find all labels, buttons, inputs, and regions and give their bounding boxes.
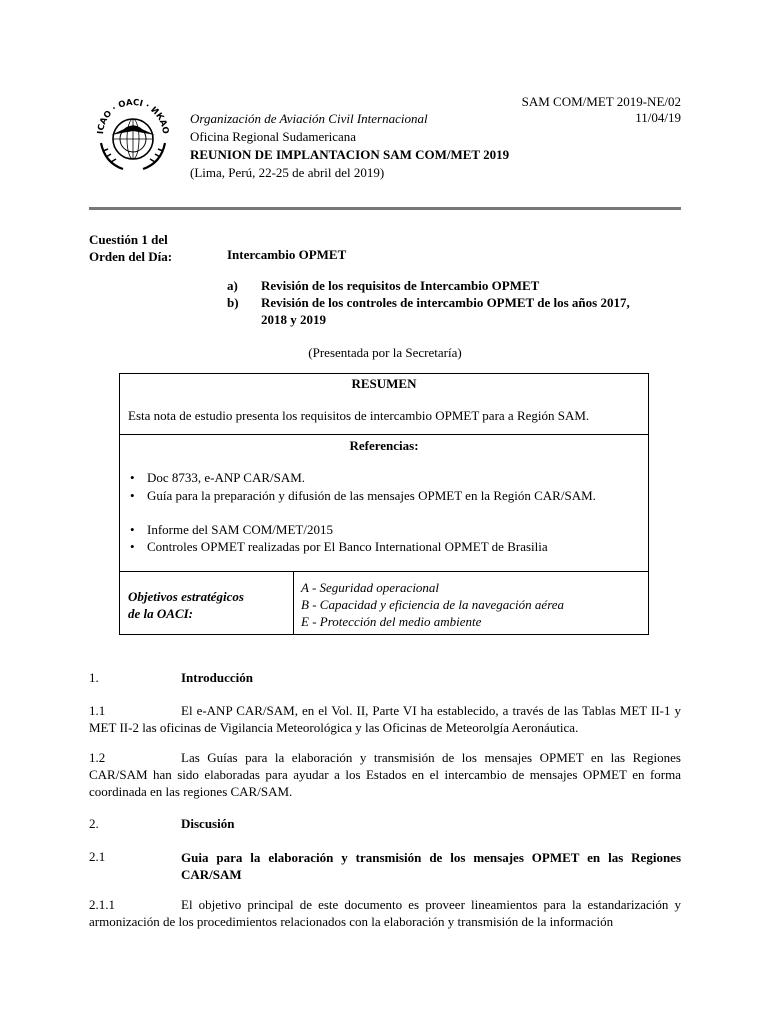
organization-block [190,110,509,182]
org-name: Organización de Aviación Civil Internacional [190,111,428,126]
section-number: 1. [89,670,99,685]
paragraph-2-1-1 [89,896,681,930]
reference-text: Informe del SAM COM/MET/2015 [147,522,333,537]
reference-item [130,538,640,555]
paragraph-number: 2.1.1 [89,897,115,912]
agenda-item-letter: a) [227,278,238,293]
agenda-topic: Intercambio OPMET [227,247,347,262]
box-divider [120,571,648,572]
agenda-item-text: Revisión de los requisitos de Intercambio OPMET [261,278,540,293]
doc-date: 11/04/19 [635,110,681,125]
bullet-icon: • [130,488,135,503]
objectives-label [128,588,244,622]
doc-ref: SAM COM/MET 2019-NE/02 [521,94,681,109]
reference-text: Controles OPMET realizadas por El Banco International OPMET de Brasilia [147,539,548,554]
paragraph-text: Las Guías para la elaboración y transmisión de los mensajes OPMET en las Regiones CAR/SAM han sido elaboradas para ayudar a los Estados en el intercambio de mensajes OPMET en forma coordinada en las regiones CAR/SAM. [89,750,681,799]
paragraph-text: El objetivo principal de este documento es proveer lineamientos para la estandarización y armonización de los procedimientos relacionados con la elaboración y transmisión de la información [89,897,681,929]
document-reference [522,94,681,126]
paragraph-number: 1.2 [89,750,106,765]
icao-emblem-icon [93,95,173,177]
meeting-title: REUNION DE IMPLANTACION SAM COM/MET 2019 [190,147,510,162]
reference-text: Doc 8733, e-ANP CAR/SAM. [147,470,306,485]
objectives-list [301,579,564,630]
meeting-location: (Lima, Perú, 22-25 de abril del 2019) [190,165,385,180]
box-divider [120,434,648,435]
references-title: Referencias: [349,438,419,453]
objective-item: B - Capacidad y eficiencia de la navegación aérea [301,597,565,612]
bullet-icon: • [130,470,135,485]
summary-box [119,373,649,635]
presented-by: (Presentada por la Secretaría) [308,345,462,360]
agenda-item-a [227,277,539,294]
header-divider [89,207,681,210]
reference-item [130,469,640,486]
agenda-item-text: Revisión de los controles de intercambio OPMET de los años 2017, [261,295,630,310]
agenda-label-line2: Orden del Día: [89,249,173,264]
regional-office: Oficina Regional Sudamericana [190,129,357,144]
section-number: 2. [89,816,99,831]
paragraph-1-2 [89,749,681,800]
objectives-label-line1: Objetivos estratégicos [128,589,244,604]
section-number: 2.1 [89,849,106,864]
objectives-label-line2: de la OACI: [128,606,193,621]
section-title: Introducción [181,670,253,685]
reference-item [130,521,640,538]
paragraph-text: El e-ANP CAR/SAM, en el Vol. II, Parte VI ha establecido, a través de las Tablas MET II-1 y MET II-2 las oficinas de Vigilancia Meteorológica y las Oficinas de Meteorolgía Aeronáutica. [89,703,681,735]
section-title: Discusión [181,816,235,831]
agenda-item-b-cont: 2018 y 2019 [261,312,326,327]
summary-title: RESUMEN [351,376,417,391]
logo-text: ICAO · OACI · ИКАО [95,97,171,135]
summary-text: Esta nota de estudio presenta los requisitos de intercambio OPMET para a Región SAM. [128,408,590,423]
reference-text: Guía para la preparación y difusión de las mensajes OPMET en la Región CAR/SAM. [147,488,596,503]
section-title-line1: Guia para la elaboración y transmisión de los mensajes OPMET en las Regiones [181,850,681,865]
agenda-label [89,231,172,265]
paragraph-number: 1.1 [89,703,106,718]
objective-item: A - Seguridad operacional [301,580,440,595]
reference-item [130,487,640,504]
agenda-item-b [227,294,630,311]
section-title-line2: CAR/SAM [181,867,242,882]
box-column-divider [293,571,294,634]
bullet-icon: • [130,539,135,554]
section-title [181,849,681,883]
objective-item: E - Protección del medio ambiente [301,614,482,629]
bullet-icon: • [130,522,135,537]
agenda-label-line1: Cuestión 1 del [89,232,168,247]
agenda-item-letter: b) [227,295,239,310]
paragraph-1-1 [89,702,681,736]
